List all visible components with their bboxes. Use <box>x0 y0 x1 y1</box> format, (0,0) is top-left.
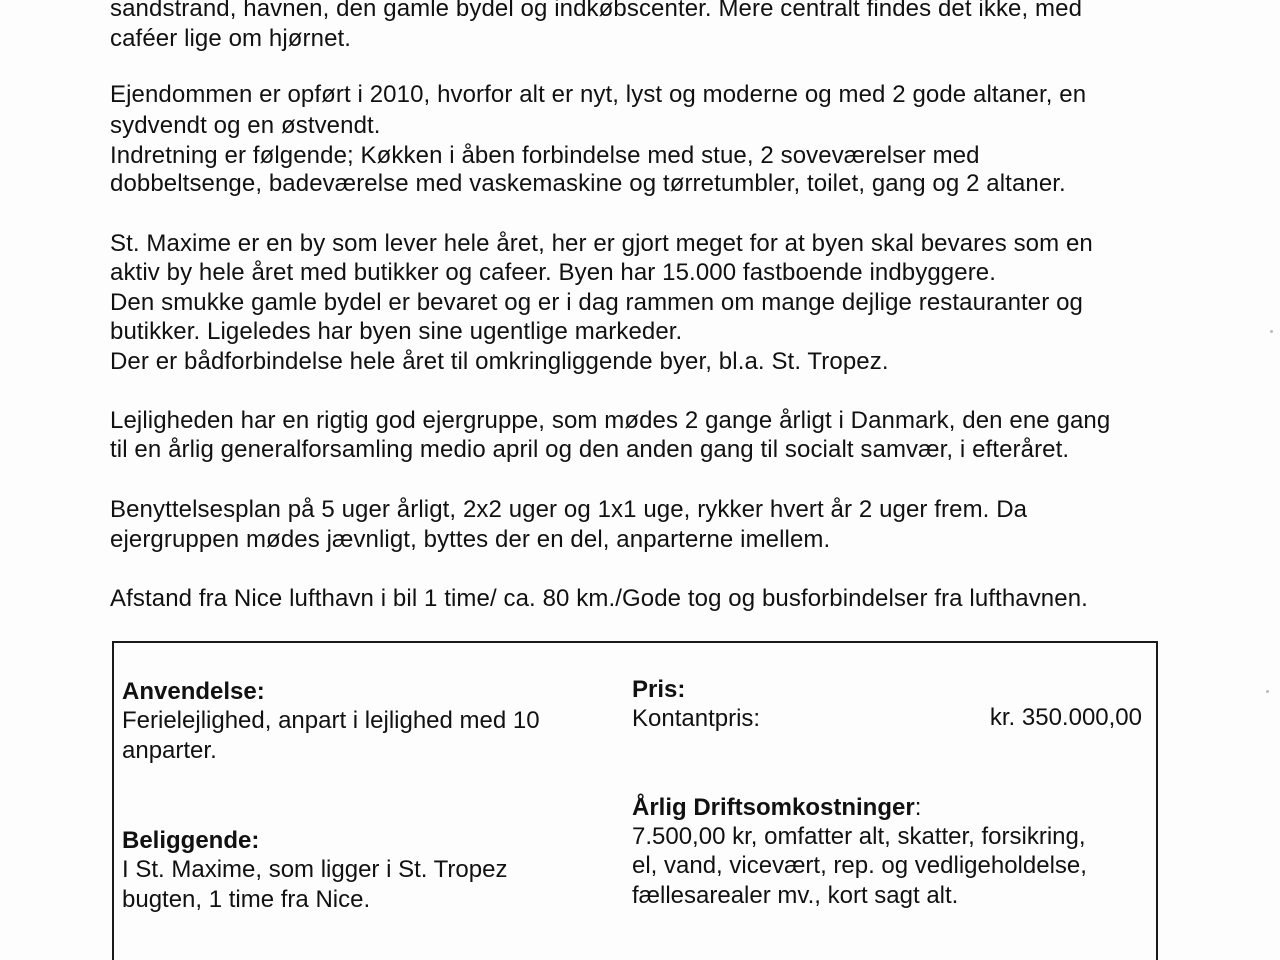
body-line: Lejligheden har en rigtig god ejergruppe, som mødes 2 gange årligt i Danmark, den ene gang <box>110 407 1111 434</box>
kontantpris-value: kr. 350.000,00 <box>989 704 1142 731</box>
drift-heading: Årlig Driftsomkostninger <box>632 794 915 821</box>
body-line: Indretning er følgende; Køkken i åben forbindelse med stue, 2 soveværelser med <box>110 142 980 169</box>
drift-text: 7.500,00 kr, omfatter alt, skatter, forsikring, <box>632 823 1086 850</box>
kontantpris-label: Kontantpris: <box>632 705 761 732</box>
body-line: aktiv by hele året med butikker og cafeer. Byen har 15.000 fastboende indbyggere. <box>110 259 996 286</box>
drift-text: el, vand, vicevært, rep. og vedligeholdelse, <box>632 852 1087 879</box>
scan-speck <box>1266 690 1269 693</box>
body-line: caféer lige om hjørnet. <box>110 25 352 52</box>
body-line: sandstrand, havnen, den gamle bydel og indkøbscenter. Mere centralt findes det ikke, med <box>110 0 1083 22</box>
anvendelse-text: Ferielejlighed, anpart i lejlighed med 10 <box>122 707 540 734</box>
body-line: Der er bådforbindelse hele året til omkringliggende byer, bl.a. St. Tropez. <box>110 348 889 375</box>
beliggende-heading: Beliggende: <box>122 827 260 854</box>
beliggende-text: I St. Maxime, som ligger i St. Tropez <box>122 856 508 883</box>
drift-text: fællesarealer mv., kort sagt alt. <box>632 882 959 909</box>
body-line: butikker. Ligeledes har byen sine ugentlige markeder. <box>110 318 683 345</box>
anvendelse-text: anparter. <box>122 737 217 764</box>
pris-heading: Pris: <box>632 676 686 703</box>
body-line: dobbeltsenge, badeværelse med vaskemaskine og tørretumbler, toilet, gang og 2 altaner. <box>110 170 1066 197</box>
body-line: Ejendommen er opført i 2010, hvorfor alt er nyt, lyst og moderne og med 2 gode altaner, en <box>110 81 1087 108</box>
body-line: ejergruppen mødes jævnligt, byttes der en del, anparterne imellem. <box>110 526 831 553</box>
body-line: St. Maxime er en by som lever hele året, her er gjort meget for at byen skal bevares som en <box>110 230 1093 257</box>
body-line: Benyttelsesplan på 5 uger årligt, 2x2 uger og 1x1 uge, rykker hvert år 2 uger frem. Da <box>110 496 1028 523</box>
body-line: sydvendt og en østvendt. <box>110 112 381 139</box>
beliggende-text: bugten, 1 time fra Nice. <box>122 886 371 913</box>
scan-speck <box>1270 330 1273 333</box>
property-info-box <box>112 641 1158 960</box>
anvendelse-heading: Anvendelse: <box>122 678 265 705</box>
body-line: til en årlig generalforsamling medio april og den anden gang til socialt samvær, i efteråret. <box>110 436 1070 463</box>
body-line: Afstand fra Nice lufthavn i bil 1 time/ ca. 80 km./Gode tog og busforbindelser fra lufthavnen. <box>110 585 1088 612</box>
body-line: Den smukke gamle bydel er bevaret og er i dag rammen om mange dejlige restauranter og <box>110 289 1083 316</box>
drift-heading-row <box>632 793 921 823</box>
drift-heading-colon: : <box>914 794 922 821</box>
